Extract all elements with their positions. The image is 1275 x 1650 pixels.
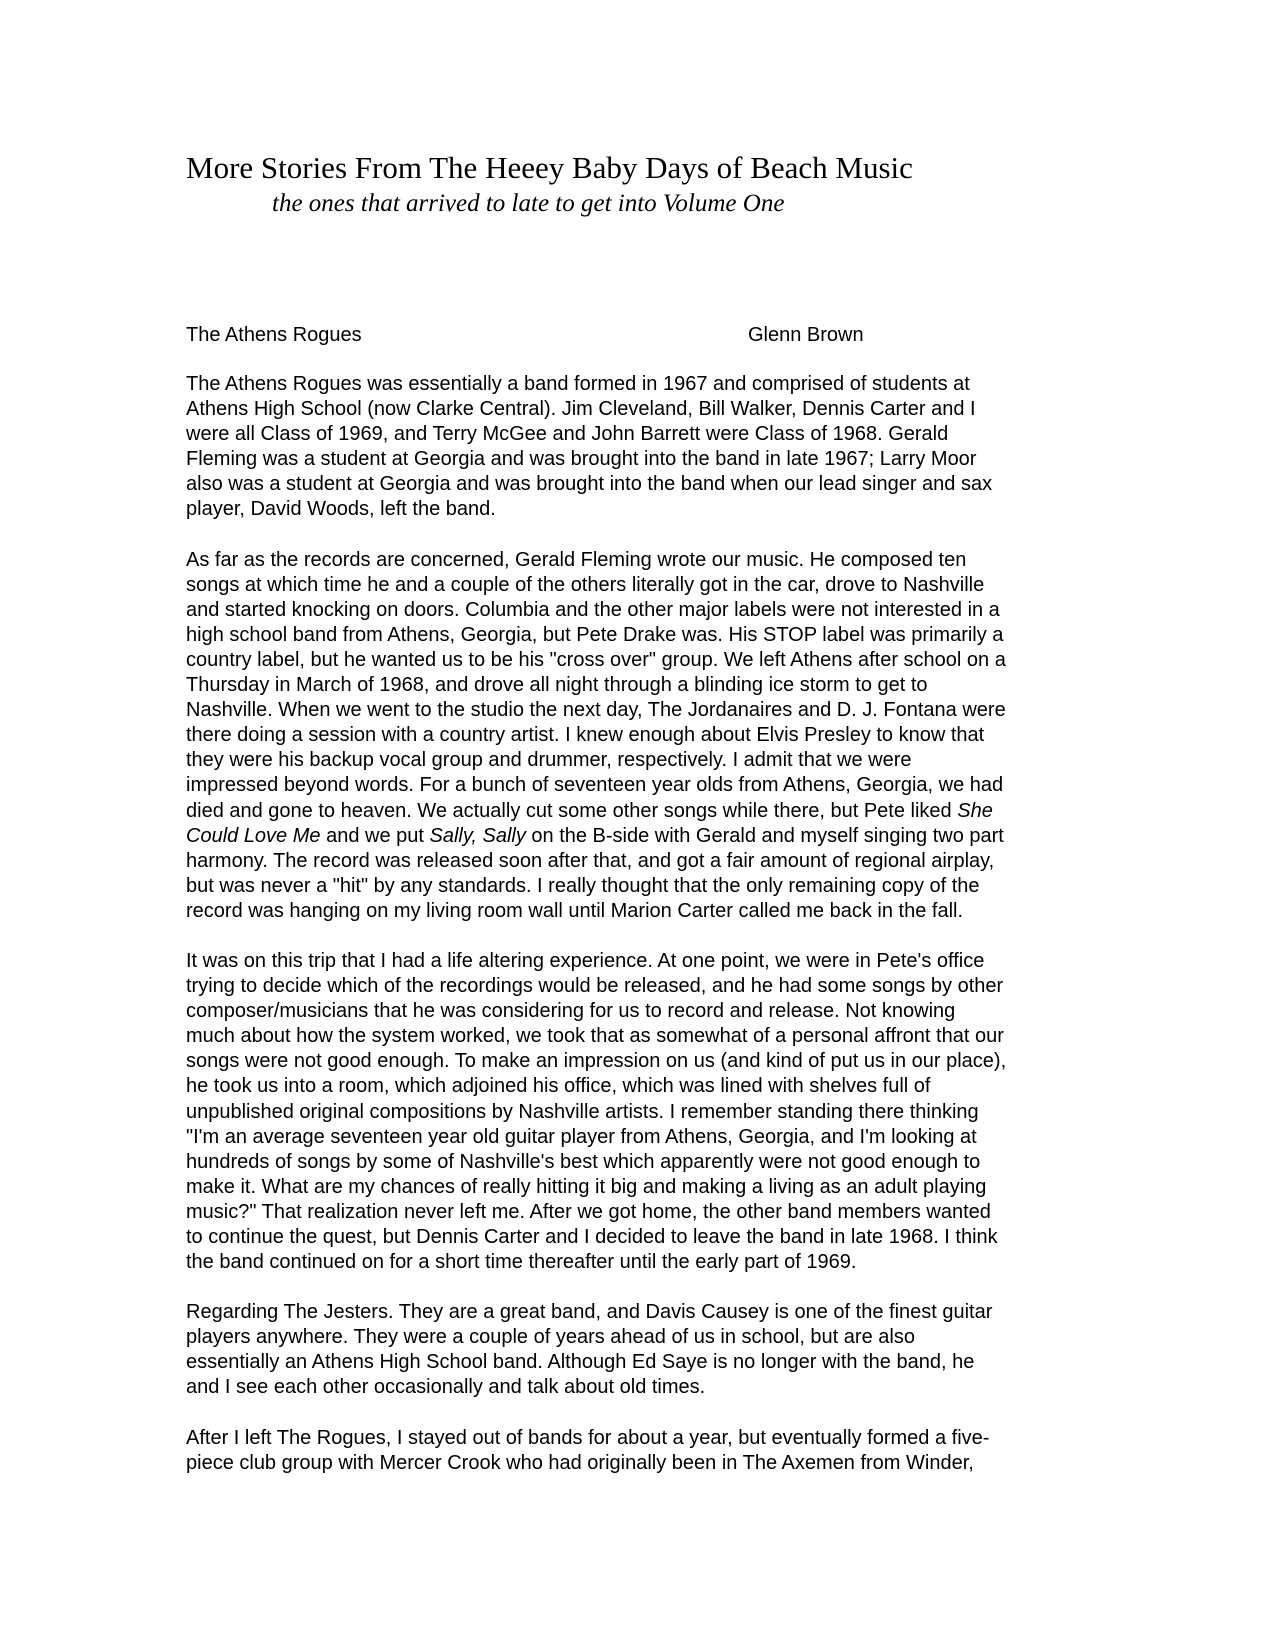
- paragraph-line: unpublished original compositions by Nashville artists. I remember standing there thinking: [186, 1100, 979, 1123]
- paragraph-line: [186, 799, 1086, 824]
- paragraph-line: It was on this trip that I had a life altering experience. At one point, we were in Pete's office: [186, 949, 985, 972]
- paragraph-4: [186, 1300, 1086, 1400]
- paragraph-line: harmony. The record was released soon after that, and got a fair amount of regional airplay,: [186, 849, 995, 872]
- article-body: [186, 372, 1086, 1501]
- paragraph-line: Regarding The Jesters. They are a great band, and Davis Causey is one of the finest guitar: [186, 1301, 993, 1324]
- song-title: Sally, Sally: [429, 824, 526, 847]
- paragraph-line: [186, 824, 1086, 849]
- line-text: died and gone to heaven. We actually cut some other songs while there, but Pete liked: [186, 799, 958, 822]
- paragraph-line: essentially an Athens High School band. Although Ed Saye is no longer with the band, he: [186, 1351, 975, 1374]
- paragraph-line: player, David Woods, left the band.: [186, 498, 496, 521]
- paragraph-line: Athens High School (now Clarke Central). Jim Cleveland, Bill Walker, Dennis Carter and I: [186, 398, 976, 421]
- paragraph-line: Nashville. When we went to the studio the next day, The Jordanaires and D. J. Fontana were: [186, 699, 1006, 722]
- paragraph-5: [186, 1426, 1086, 1476]
- paragraph-2: [186, 548, 1086, 924]
- paragraph-line: but was never a "hit" by any standards. I really thought that the only remaining copy of the: [186, 874, 980, 897]
- song-title: Could Love Me: [186, 824, 321, 847]
- paragraph-line: piece club group with Mercer Crook who had originally been in The Axemen from Winder,: [186, 1451, 974, 1474]
- paragraph-line: composer/musicians that he was considering for us to record and release. Not knowing: [186, 1000, 956, 1023]
- document-title: More Stories From The Heeey Baby Days of Beach Music: [186, 150, 913, 185]
- paragraph-line: trying to decide which of the recordings would be released, and he had some songs by other: [186, 975, 1004, 998]
- paragraph-line: songs at which time he and a couple of the others literally got in the car, drove to Nashville: [186, 573, 985, 596]
- author-name: Glenn Brown: [748, 324, 864, 346]
- paragraph-line: much about how the system worked, we took that as somewhat of a personal affront that our: [186, 1025, 1004, 1048]
- paragraph-line: Fleming was a student at Georgia and was brought into the band in late 1967; Larry Moor: [186, 448, 977, 471]
- paragraph-line: impressed beyond words. For a bunch of seventeen year olds from Athens, Georgia, we had: [186, 774, 1004, 797]
- paragraph-line: were all Class of 1969, and Terry McGee and John Barrett were Class of 1968. Gerald: [186, 423, 949, 446]
- paragraph-line: hundreds of songs by some of Nashville's best which apparently were not good enough to: [186, 1150, 981, 1173]
- paragraph-line: and I see each other occasionally and talk about old times.: [186, 1376, 706, 1399]
- paragraph-line: music?" That realization never left me. After we got home, the other band members wanted: [186, 1200, 991, 1223]
- paragraph-3: [186, 949, 1086, 1275]
- paragraph-line: he took us into a room, which adjoined his office, which was lined with shelves full of: [186, 1075, 931, 1098]
- paragraph-line: Thursday in March of 1968, and drove all night through a blinding ice storm to get to: [186, 674, 928, 697]
- paragraph-line: As far as the records are concerned, Gerald Fleming wrote our music. He composed ten: [186, 548, 967, 571]
- paragraph-line: high school band from Athens, Georgia, but Pete Drake was. His STOP label was primarily a: [186, 623, 1004, 646]
- paragraph-line: country label, but he wanted us to be his "cross over" group. We left Athens after school on a: [186, 648, 1006, 671]
- document-subtitle: the ones that arrived to late to get into Volume One: [272, 190, 785, 217]
- line-text: and we put: [320, 824, 430, 847]
- paragraph-line: players anywhere. They were a couple of years ahead of us in school, but are also: [186, 1326, 915, 1349]
- paragraph-line: and started knocking on doors. Columbia and the other major labels were not interested in a: [186, 598, 1000, 621]
- line-text: on the B-side with Gerald and myself singing two part: [525, 824, 1004, 847]
- paragraph-line: After I left The Rogues, I stayed out of bands for about a year, but eventually formed a five-: [186, 1426, 990, 1449]
- paragraph-line: the band continued on for a short time thereafter until the early part of 1969.: [186, 1251, 857, 1274]
- paragraph-line: make it. What are my chances of really hitting it big and making a living as an adult playing: [186, 1175, 987, 1198]
- paragraph-line: The Athens Rogues was essentially a band formed in 1967 and comprised of students at: [186, 373, 970, 395]
- paragraph-line: "I'm an average seventeen year old guitar player from Athens, Georgia, and I'm looking at: [186, 1125, 977, 1148]
- paragraph-line: to continue the quest, but Dennis Carter and I decided to leave the band in late 1968. I think: [186, 1226, 998, 1248]
- song-title: She: [957, 799, 993, 822]
- section-title: The Athens Rogues: [186, 324, 362, 346]
- paragraph-line: they were his backup vocal group and drummer, respectively. I admit that we were: [186, 749, 912, 772]
- paragraph-1: [186, 372, 1086, 523]
- paragraph-line: record was hanging on my living room wall until Marion Carter called me back in the fall.: [186, 899, 964, 922]
- paragraph-line: also was a student at Georgia and was brought into the band when our lead singer and sax: [186, 473, 993, 496]
- paragraph-line: there doing a session with a country artist. I knew enough about Elvis Presley to know that: [186, 724, 985, 747]
- paragraph-line: songs were not good enough. To make an impression on us (and kind of put us in our place),: [186, 1050, 1007, 1073]
